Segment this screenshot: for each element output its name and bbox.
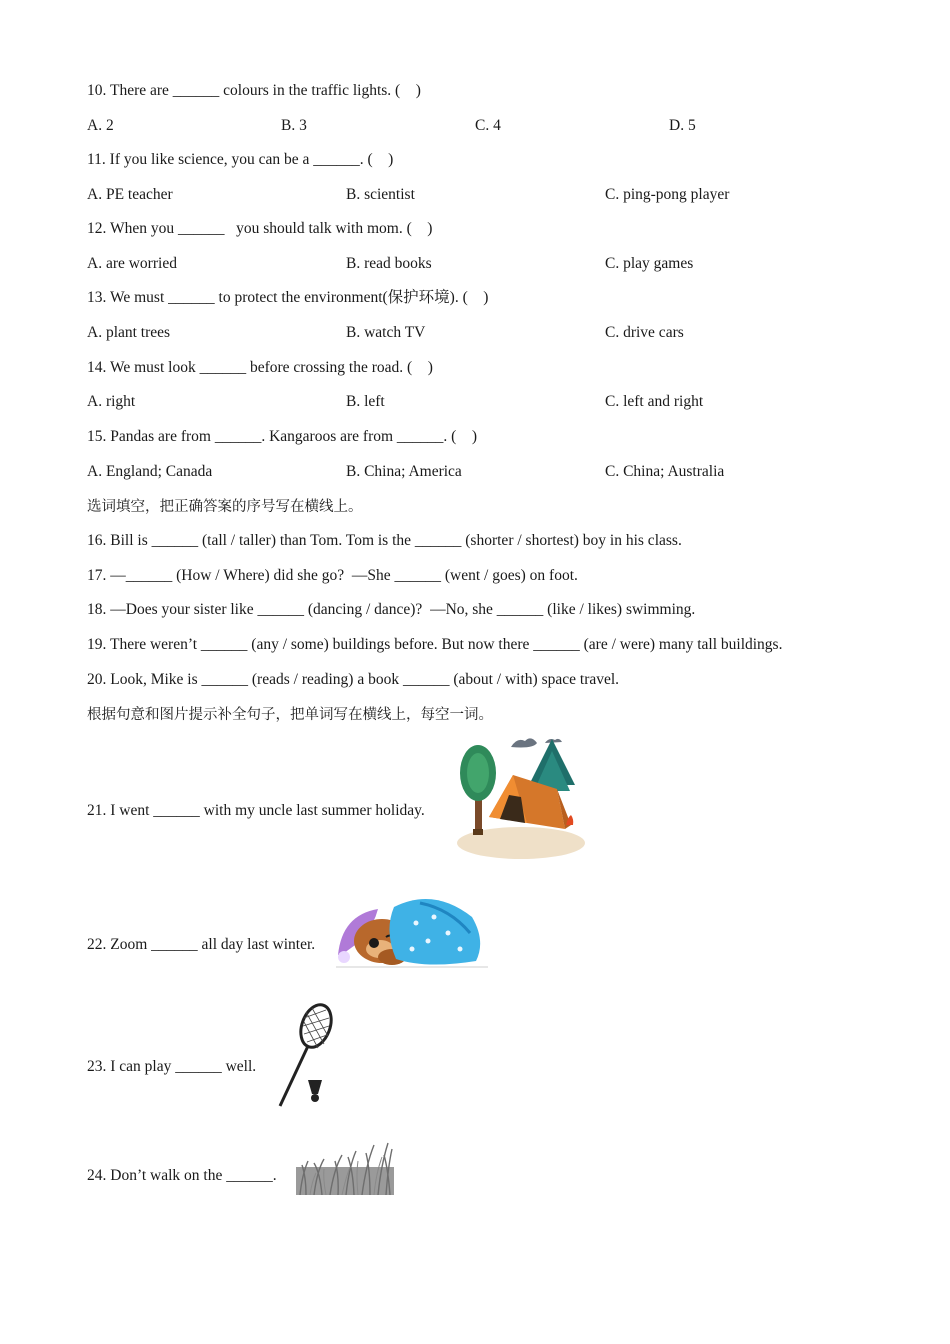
question-10-stem: 10. There are ______ colours in the traffic lights. ( ): [87, 82, 421, 99]
question-14-option-a: A. right: [87, 393, 136, 410]
question-14-stem: 14. We must look ______ before crossing the road. ( ): [87, 359, 433, 376]
question-15-option-c: C. China; Australia: [605, 463, 725, 480]
question-10-option-c: C. 4: [475, 117, 501, 134]
question-10-option-b: B. 3: [281, 117, 307, 134]
question-15-option-a: A. England; Canada: [87, 463, 213, 480]
question-13-stem: 13. We must ______ to protect the environment(保护环境). ( ): [87, 289, 489, 306]
question-20: 20. Look, Mike is ______ (reads / reading) a book ______ (about / with) space travel.: [87, 671, 620, 688]
question-16: 16. Bill is ______ (tall / taller) than Tom. Tom is the ______ (shorter / shortest) boy in his class.: [87, 532, 682, 549]
section-3-instruction: 根据句意和图片提示补全句子，把单词写在横线上，每空一词。: [87, 707, 493, 723]
question-18: 18. —Does your sister like ______ (dancing / dance)? —No, she ______ (like / likes) swimming.: [87, 601, 696, 618]
question-12-option-b: B. read books: [346, 255, 432, 272]
question-11-stem: 11. If you like science, you can be a ______. ( ): [87, 151, 394, 168]
section-2-instruction: 选词填空，把正确答案的序号写在横线上。: [87, 499, 363, 515]
camping-tent-picture: [453, 733, 589, 861]
question-17: 17. —______ (How / Where) did she go? —She ______ (went / goes) on foot.: [87, 567, 578, 584]
question-13-option-b: B. watch TV: [346, 324, 426, 341]
question-14-option-b: B. left: [346, 393, 385, 410]
question-23: 23. I can play ______ well.: [87, 1058, 257, 1075]
question-14-option-c: C. left and right: [605, 393, 704, 410]
question-12-stem: 12. When you ______ you should talk with mom. ( ): [87, 220, 433, 237]
question-24: 24. Don’t walk on the ______.: [87, 1167, 277, 1184]
question-15-option-b: B. China; America: [346, 463, 462, 480]
sleeping-bear-picture: [336, 893, 488, 968]
badminton-racket-picture: [274, 1002, 338, 1110]
question-15-stem: 15. Pandas are from ______. Kangaroos are from ______. ( ): [87, 428, 477, 445]
question-22: 22. Zoom ______ all day last winter.: [87, 936, 316, 953]
question-11-option-a: A. PE teacher: [87, 186, 173, 203]
question-11-option-b: B. scientist: [346, 186, 415, 203]
question-11-option-c: C. ping-pong player: [605, 186, 730, 203]
question-12-option-c: C. play games: [605, 255, 694, 272]
question-13-option-a: A. plant trees: [87, 324, 171, 341]
question-21: 21. I went ______ with my uncle last summer holiday.: [87, 802, 425, 819]
question-10-option-d: D. 5: [669, 117, 696, 134]
grass-picture: [296, 1137, 394, 1195]
question-10-option-a: A. 2: [87, 117, 114, 134]
question-12-option-a: A. are worried: [87, 255, 177, 272]
question-19: 19. There weren’t ______ (any / some) buildings before. But now there ______ (are / were) many tall buildings.: [87, 636, 783, 653]
question-13-option-c: C. drive cars: [605, 324, 684, 341]
